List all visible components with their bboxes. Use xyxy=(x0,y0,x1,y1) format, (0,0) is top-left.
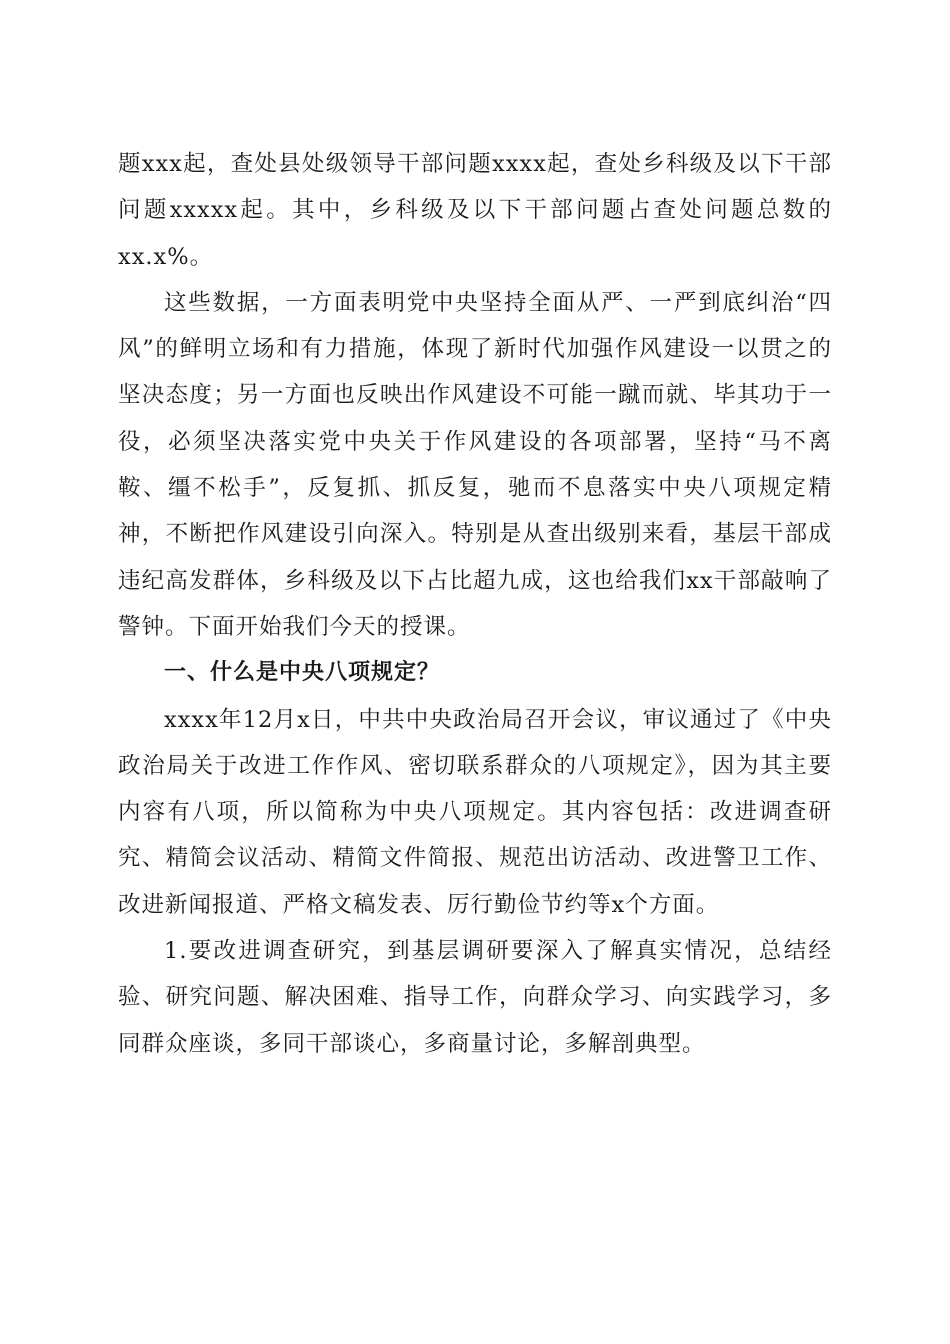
paragraph-eight-rules-intro: xxxx年12月x日，中共中央政治局召开会议，审议通过了《中央政治局关于改进工作作风、密切联系群众的八项规定》，因为其主要内容有八项，所以简称为中央八项规定。其内容包括：改进调查研究、精简会议活动、精简文件简报、规范出访活动、改进警卫工作、改进新闻报道、严格文稿发表、厉行勤俭节约等x个方面。 xyxy=(118,706,832,918)
document-body xyxy=(118,141,832,1067)
paragraph-data-analysis: 这些数据，一方面表明党中央坚持全面从严、一严到底纠治“四风”的鲜明立场和有力措施，体现了新时代加强作风建设一以贯之的坚决态度；另一方面也反映出作风建设不可能一蹴而就、毕其功于一役，必须坚决落实党中央关于作风建设的各项部署，坚持“马不离鞍、缰不松手”，反复抓、抓反复，驰而不息落实中央八项规定精神，不断把作风建设引向深入。特别是从查出级别来看，基层干部成违纪高发群体，乡科级及以下占比超九成，这也给我们xx干部敲响了警钟。下面开始我们今天的授课。 xyxy=(118,289,832,640)
section-heading-eight-rules: 一、什么是中央八项规定？ xyxy=(164,660,441,686)
paragraph-rule-1: 1.要改进调查研究，到基层调研要深入了解真实情况，总结经验、研究问题、解决困难、指导工作，向群众学习、向实践学习，多同群众座谈，多同干部谈心，多商量讨论，多解剖典型。 xyxy=(118,938,832,1057)
paragraph-case-statistics: 题xxx起，查处县处级领导干部问题xxxx起，查处乡科级及以下干部问题xxxxx起。其中，乡科级及以下干部问题占查处问题总数的xx.x%。 xyxy=(118,151,832,270)
